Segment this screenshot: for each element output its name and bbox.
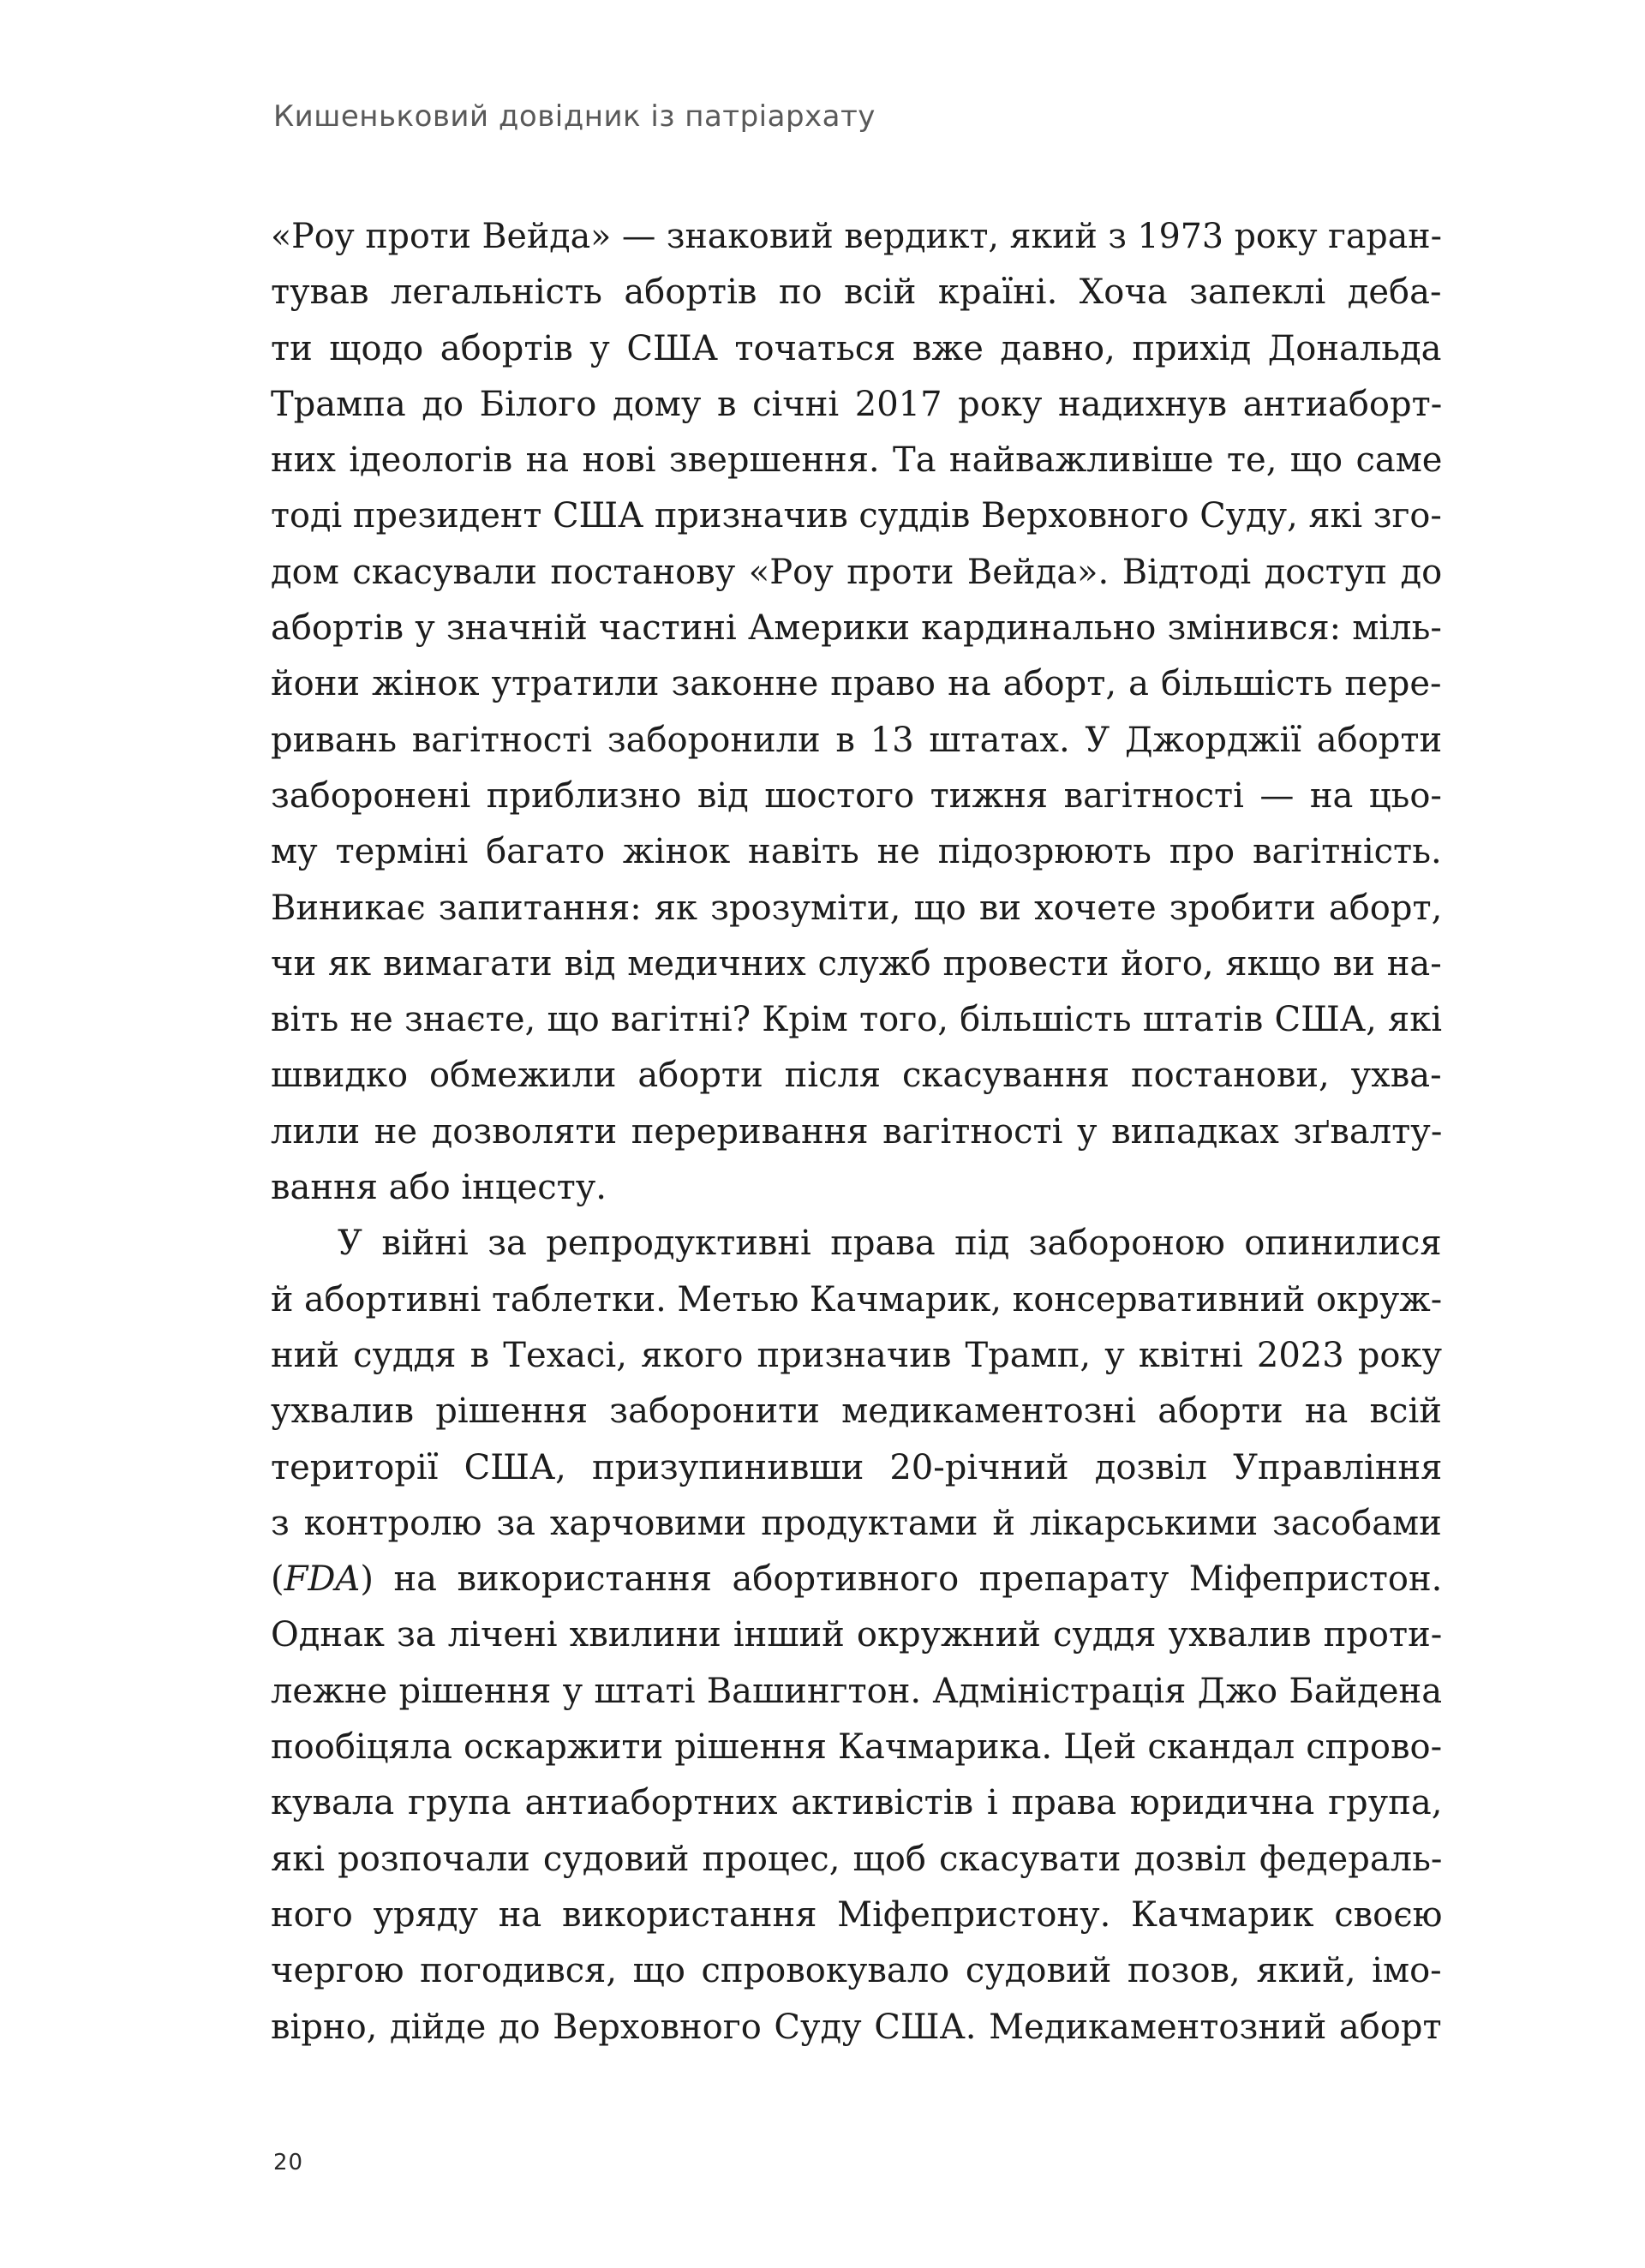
paragraph-1: [271, 209, 1442, 1216]
text-line: з контролю за харчовими продуктами й лікарськими засобами: [271, 1503, 1442, 1543]
text-line: чергою погодився, що спровокувало судовий позов, який, імо-: [271, 1951, 1442, 1991]
text-line: ухвалив рішення заборонити медикаментозні аборти на всій: [271, 1391, 1442, 1432]
text-line: них ідеологів на нові звершення. Та найважливіше те, що саме: [271, 440, 1443, 481]
text-line: У війні за репродуктивні права під забороною опинилися: [338, 1224, 1442, 1264]
running-head: Кишеньковий довідник із патріархату: [273, 99, 876, 134]
text-line: які розпочали судовий процес, щоб скасувати дозвіл федераль-: [271, 1839, 1443, 1879]
fda-abbreviation: FDA: [284, 1559, 361, 1600]
paragraph-2: [271, 1216, 1442, 2055]
text-line: вірно, дійде до Верховного Суду США. Медикаментозний аборт: [271, 2007, 1442, 2047]
text-line: ний суддя в Техасі, якого призначив Трамп, у квітні 2023 року: [271, 1335, 1443, 1375]
text-line: ного уряду на використання Міфепристону. Качмарик своєю: [271, 1894, 1443, 1935]
text-line: тував легальність абортів по всій країні. Хоча запеклі деба-: [271, 272, 1442, 313]
text-line-fda: [271, 1552, 1442, 1607]
text-line: кувала група антиабортних активістів і права юридична група,: [271, 1783, 1443, 1823]
text-line: Однак за лічені хвилини інший окружний суддя ухвалив проти-: [271, 1615, 1443, 1655]
paren-open: (: [271, 1559, 284, 1600]
text-line: тоді президент США призначив суддів Верховного Суду, які зго-: [271, 496, 1442, 536]
text-line: вання або інцесту.: [271, 1168, 607, 1208]
page-number: 20: [273, 2150, 304, 2175]
body-text: [271, 209, 1442, 2056]
text-line: ти щодо абортів у США точаться вже давно, прихід Дональда: [271, 328, 1442, 368]
text-line: йони жінок утратили законне право на аборт, а більшість пере-: [271, 664, 1442, 704]
text-line: пообіцяла оскаржити рішення Качмарика. Цей скандал спрово-: [271, 1727, 1443, 1768]
text-line: лили не дозволяти переривання вагітності у випадках зґвалту-: [271, 1111, 1443, 1152]
text-line: «Роу проти Вейда» — знаковий вердикт, який з 1973 року гаран-: [271, 217, 1442, 256]
text-line: дом скасували постанову «Роу проти Вейда». Відтоді доступ до: [271, 552, 1443, 592]
text-line: території США, призупинивши 20-річний дозвіл Управління: [271, 1447, 1443, 1487]
line-remainder: ) на використання абортивного препарату Міфепристон.: [360, 1559, 1443, 1600]
text-line: швидко обмежили аборти після скасування постанови, ухва-: [271, 1056, 1442, 1096]
text-line: віть не знаєте, що вагітні? Крім того, більшість штатів США, які: [271, 1000, 1443, 1040]
text-line: ривань вагітності заборонили в 13 штатах. У Джорджії аборти: [271, 720, 1443, 760]
text-line: чи як вимагати від медичних служб провести його, якщо ви на-: [271, 943, 1442, 984]
text-line: Трампа до Білого дому в січні 2017 року надихнув антиаборт-: [271, 384, 1443, 424]
text-line: Виникає запитання: як зрозуміти, що ви хочете зробити аборт,: [271, 888, 1443, 928]
text-line: му терміні багато жінок навіть не підозрюють про вагітність.: [271, 832, 1442, 872]
text-line: абортів у значній частині Америки кардинально змінився: міль-: [271, 608, 1442, 649]
text-line: лежне рішення у штаті Вашингтон. Адміністрація Джо Байдена: [271, 1671, 1443, 1711]
text-line: й абортивні таблетки. Метью Качмарик, консервативний окруж-: [271, 1279, 1443, 1320]
text-line: заборонені приблизно від шостого тижня вагітності — на цьо-: [271, 775, 1442, 816]
